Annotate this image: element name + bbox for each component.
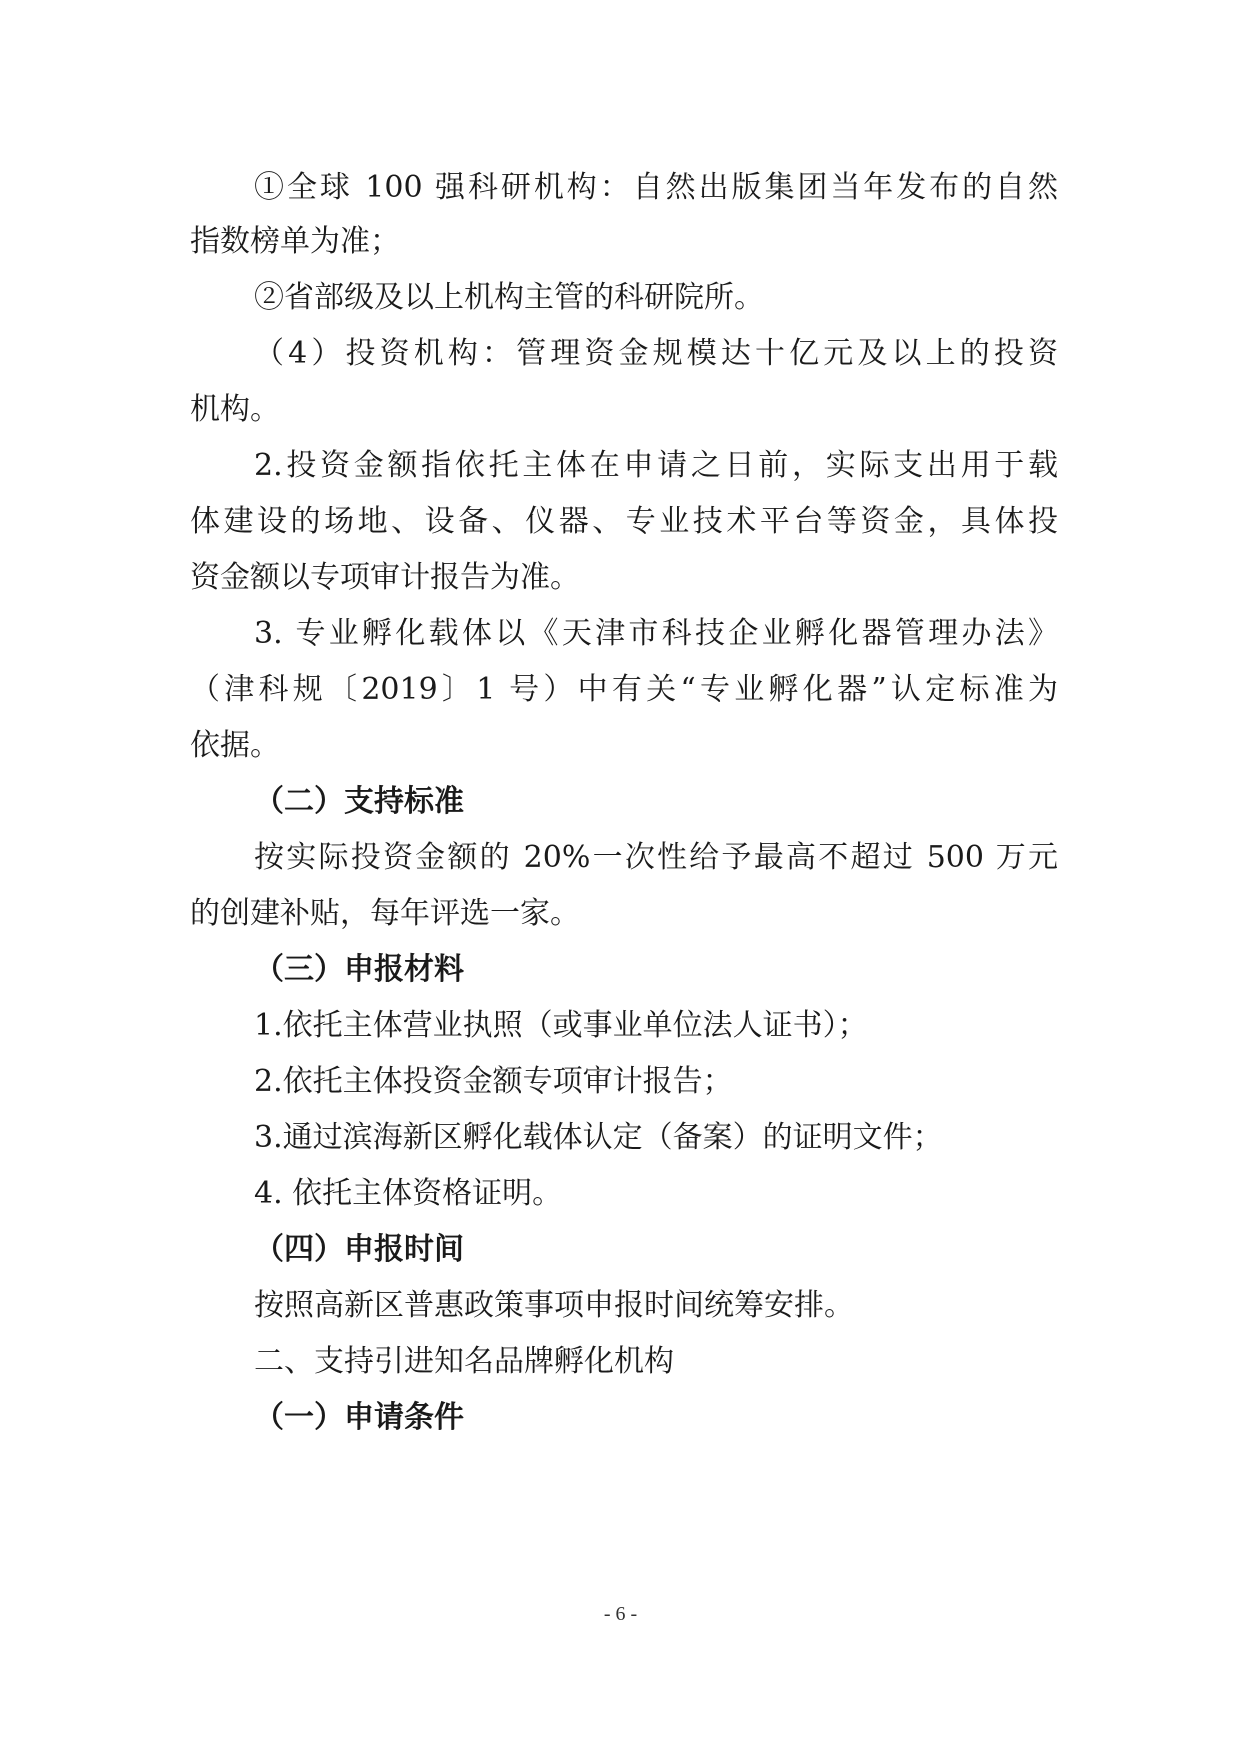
text-line-material-4: 4. 依托主体资格证明。 — [254, 1176, 563, 1211]
chapter-heading-brand-incubator: 二、支持引进知名品牌孵化机构 — [254, 1344, 674, 1379]
text-line-application-time: 按照高新区普惠政策事项申报时间统筹安排。 — [254, 1288, 854, 1323]
text-line-item-1b: 指数榜单为准； — [190, 224, 400, 259]
section-heading-support-standard: （二）支持标准 — [254, 784, 464, 819]
text-line-material-3: 3.通过滨海新区孵化载体认定（备案）的证明文件； — [254, 1120, 943, 1155]
text-line-support-2: 的创建补贴，每年评选一家。 — [190, 896, 580, 931]
page-number: - 6 - — [603, 1603, 638, 1625]
text-line-investment-institution-end: 机构。 — [190, 392, 280, 427]
text-line-investment-institution: （4）投资机构：管理资金规模达十亿元及以上的投资 — [254, 336, 1058, 371]
section-heading-materials: （三）申报材料 — [254, 952, 464, 987]
text-line-incubator-3: 依据。 — [190, 728, 280, 763]
text-line-incubator-2: （津科规〔2019〕1 号）中有关“专业孵化器”认定标准为 — [190, 672, 1058, 707]
text-line-investment-amount-1: 2.投资金额指依托主体在申请之日前，实际支出用于载 — [254, 448, 1058, 483]
text-line-item-1a: ①全球 100 强科研机构：自然出版集团当年发布的自然 — [254, 170, 1058, 205]
text-line-item-2: ②省部级及以上机构主管的科研院所。 — [254, 280, 764, 315]
text-line-support-1: 按实际投资金额的 20%一次性给予最高不超过 500 万元 — [254, 840, 1058, 875]
section-heading-application-time: （四）申报时间 — [254, 1232, 464, 1267]
text-line-investment-amount-3: 资金额以专项审计报告为准。 — [190, 560, 580, 595]
text-line-investment-amount-2: 体建设的场地、设备、仪器、专业技术平台等资金，具体投 — [190, 504, 1058, 539]
section-heading-conditions: （一）申请条件 — [254, 1400, 464, 1435]
text-line-material-1: 1.依托主体营业执照（或事业单位法人证书）； — [254, 1008, 868, 1043]
text-line-incubator-1: 3. 专业孵化载体以《天津市科技企业孵化器管理办法》 — [254, 616, 1058, 651]
text-line-material-2: 2.依托主体投资金额专项审计报告； — [254, 1064, 733, 1099]
